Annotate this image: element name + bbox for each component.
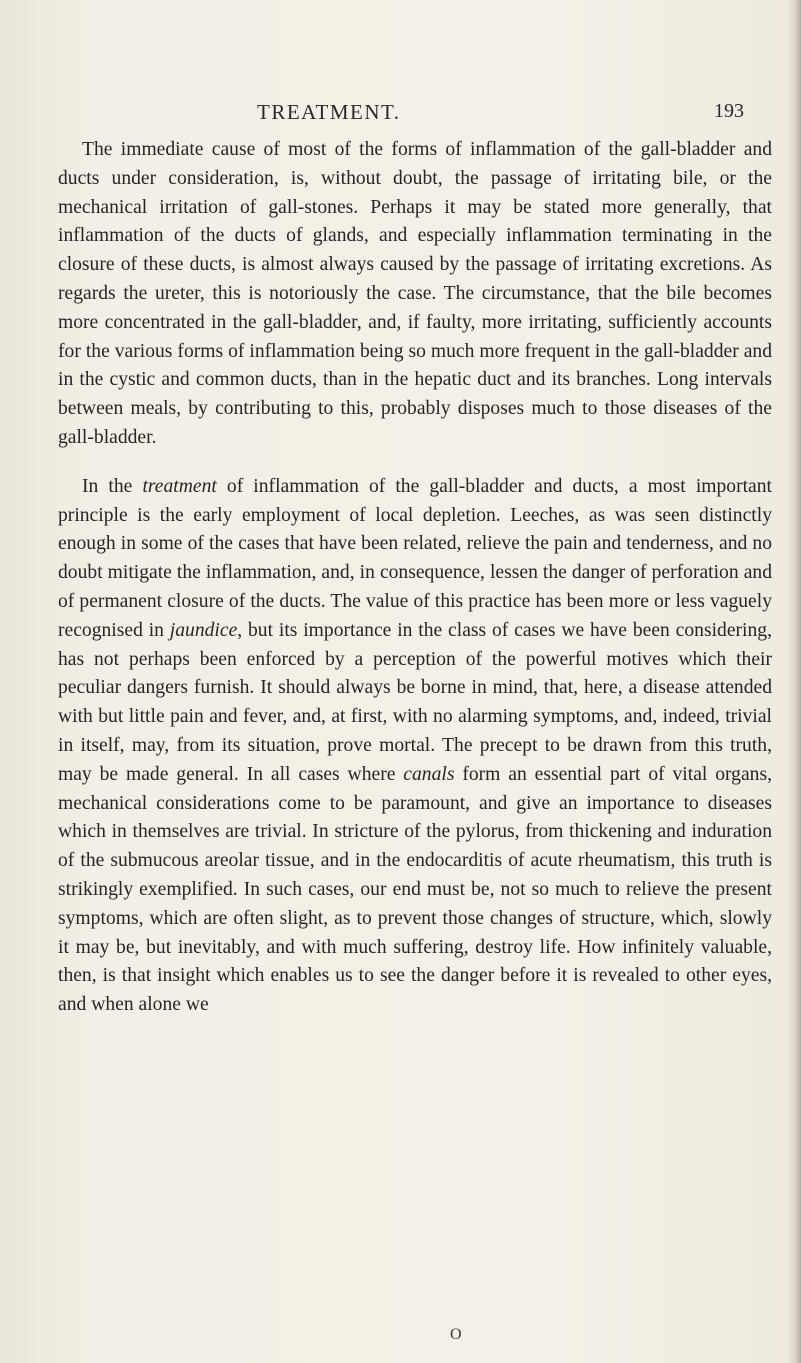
page-header [0,100,801,126]
body-text [58,136,772,1020]
italic-term-treatment: treatment [142,475,217,497]
paragraph-1 [58,136,772,453]
paragraph-text: , but its importance in the class of cases we have been considering, has not perhaps been enforced by a perception of the powerful motives which their peculiar dangers furnish. It should always be borne in mind, that, here, a disease attended with but little pain and fever, and, at first, with no alarming symptoms, and, indeed, trivial in itself, may, from its situation, prove mortal. The precept to be drawn from this truth, may be made general. In all cases where [58,619,772,785]
paragraph-text: In the [82,475,143,497]
italic-term-jaundice: jaundice [169,619,238,641]
page-number: 193 [714,100,744,122]
page-edge-shadow [787,0,801,1363]
running-head: TREATMENT. [257,100,401,124]
italic-term-canals: canals [403,763,455,785]
paragraph-text: of inflammation of the gall-bladder and ducts, a most important principle is the early employment of local depletion. Leeches, as was seen distinctly enough in some of the cases that have been related, relieve the pain and tenderness, and no doubt mitigate the inflammation, and, in consequence, lessen the danger of perforation and of permanent closure of the ducts. The value of this practice has been more or less vaguely recognised in [58,475,772,641]
signature-mark: O [450,1326,462,1343]
paragraph-text: The immediate cause of most of the forms of inflammation of the gall-bladder and ducts under consideration, is, without doubt, the passage of irritating bile, or the mechanical irritation of gall-stones. Perhaps it may be stated more generally, that inflammation of the ducts of glands, and especially inflammation terminating in the closure of these ducts, is almost always caused by the passage of irritating excretions. As regards the ureter, this is notoriously the case. The circumstance, that the bile becomes more concentrated in the gall-bladder, and, if faulty, more irritating, sufficiently accounts for the various forms of inflammation being so much more frequent in the gall-bladder and in the cystic and common ducts, than in the hepatic duct and its branches. Long intervals between meals, by contributing to this, probably disposes much to those diseases of the gall-bladder. [58,139,772,448]
paragraph-text: form an essential part of vital organs, mechanical considerations come to be paramount, and give an importance to diseases which in themselves are trivial. In stricture of the pylorus, from thickening and induration of the submucous areolar tissue, and in the endocarditis of acute rheumatism, this truth is strikingly exemplified. In such cases, our end must be, not so much to relieve the present symptoms, which are often slight, as to prevent those changes of structure, which, slowly it may be, but inevitably, and with much suffering, destroy life. How infinitely valuable, then, is that insight which enables us to see the danger before it is revealed to other eyes, and when alone we [58,763,772,1016]
paragraph-2 [58,473,772,1020]
